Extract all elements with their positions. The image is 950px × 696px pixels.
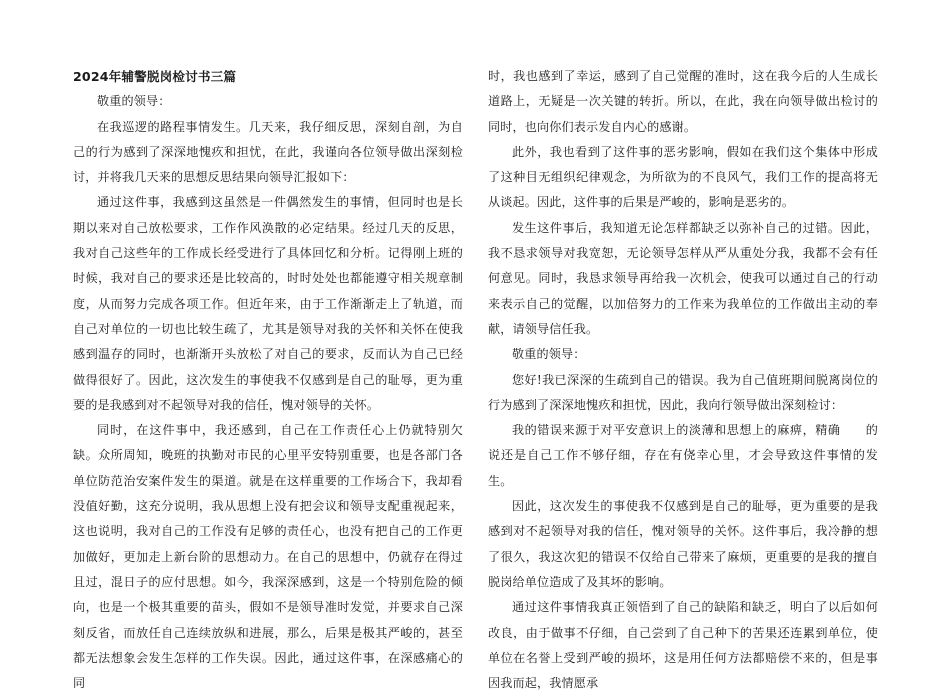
paragraph: 因此，这次发生的事使我不仅感到是自己的耻辱，更为重要的是我感到对不起领导对我的信任，愧对领导的关怀。这件事后，我冷静的想了很久，我这次犯的错误不仅给自己带来了麻烦，更重要的是我的擅自脱岗给单位造成了及其坏的影响。	[488, 499, 878, 589]
paragraph: 在我巡逻的路程事情发生。几天来，我仔细反思，深刻自剖，为自己的行为感到了深深地愧疚和担忧，在此，我谨向各位领导做出深刻检讨，并将我几天来的思想反思结果向领导汇报如下：	[73, 119, 463, 185]
left-column	[73, 64, 463, 696]
right-column	[488, 64, 878, 696]
document-title: 2024年辅警脱岗检讨书三篇	[73, 69, 237, 84]
paragraph-continued: 时，我也感到了幸运，感到了自己觉醒的准时，这在我今后的人生成长道路上，无疑是一次关键的转折。所以，在此，我在向领导做出检讨的同时，也向你们表示发自内心的感谢。	[488, 69, 878, 134]
paragraph: 发生这件事后，我知道无论怎样都缺乏以弥补自己的过错。因此，我不恳求领导对我宽恕，无论领导怎样从严从重处分我，我都不会有任何意见。同时，我恳求领导再给我一次机会，使我可以通过自己的行动来表示自己的觉醒，以加倍努力的工作来为我单位的工作做出主动的奉献，请领导信任我。	[488, 220, 878, 336]
paragraph: 我的错误来源于对平安意识上的淡薄和思想上的麻痹，精确 的说还是自己工作不够仔细，存在有侥幸心里，才会导致这件事情的发生。	[488, 423, 878, 488]
paragraph: 通过这件事情我真正领悟到了自己的缺陷和缺乏，明白了以后如何改良，由于做事不仔细，自己尝到了自己种下的苦果还连累到单位，使单位在名誉上受到严峻的损坏，这是用任何方法都赔偿不来的，但是事因我而起，我情愿承	[488, 600, 878, 691]
salutation: 敬重的领导：	[97, 94, 171, 109]
salutation: 敬重的领导：	[512, 347, 586, 362]
paragraph: 您好!我已深深的生疏到自己的错误。我为自己值班期间脱离岗位的行为感到了深深地愧疚和担忧，因此，我向行领导做出深刻检讨：	[488, 372, 878, 412]
paragraph: 通过这件事，我感到这虽然是一件偶然发生的事情，但同时也是长期以来对自己放松要求，工作作风涣散的必定结果。经过几天的反思，我对自己这些年的工作成长经受进行了具体回忆和分析。记得刚上班的时候，我对自己的要求还是比较高的，时时处处也都能遵守相关规章制度，从而努力完成各项工作。但近年来，由于工作渐渐走上了轨道，而自己对单位的一切也比较生疏了，尤其是领导对我的关怀和关怀在使我感到温存的同时，也渐渐开头放松了对自己的要求，反而认为自己已经做得很好了。因此，这次发生的事使我不仅感到是自己的耻辱，更为重要的是我感到对不起领导对我的信任，愧对领导的关怀。	[73, 195, 463, 412]
paragraph: 同时，在这件事中，我还感到，自己在工作责任心上仍就特别欠缺。众所周知，晚班的执勤对市民的心里平安特别重要，也是各部门各单位防范治安案件发生的渠道。就是在这样重要的工作场合下，我却看没值好勤，这充分说明，我从思想上没有把会议和领导支配重视起来，这也说明，我对自己的工作没有足够的责任心，也没有把自己的工作更加做好，更加走上新台阶的思想动力。在自己的思想中，仍就存在得过且过，混日子的应付思想。如今，我深深感到，这是一个特别危险的倾向，也是一个极其重要的苗头，假如不是领导准时发觉，并要求自己深刻反省，而放任自己连续放纵和进展，那么，后果是极其严峻的，甚至都无法想象会发生怎样的工作失误。因此，通过这件事，在深感痛心的同	[73, 423, 463, 691]
paragraph: 此外，我也看到了这件事的恶劣影响，假如在我们这个集体中形成了这种目无组织纪律观念，为所欲为的不良风气，我们工作的提高将无从谈起。因此，这件事的后果是严峻的，影响是恶劣的。	[488, 144, 878, 210]
